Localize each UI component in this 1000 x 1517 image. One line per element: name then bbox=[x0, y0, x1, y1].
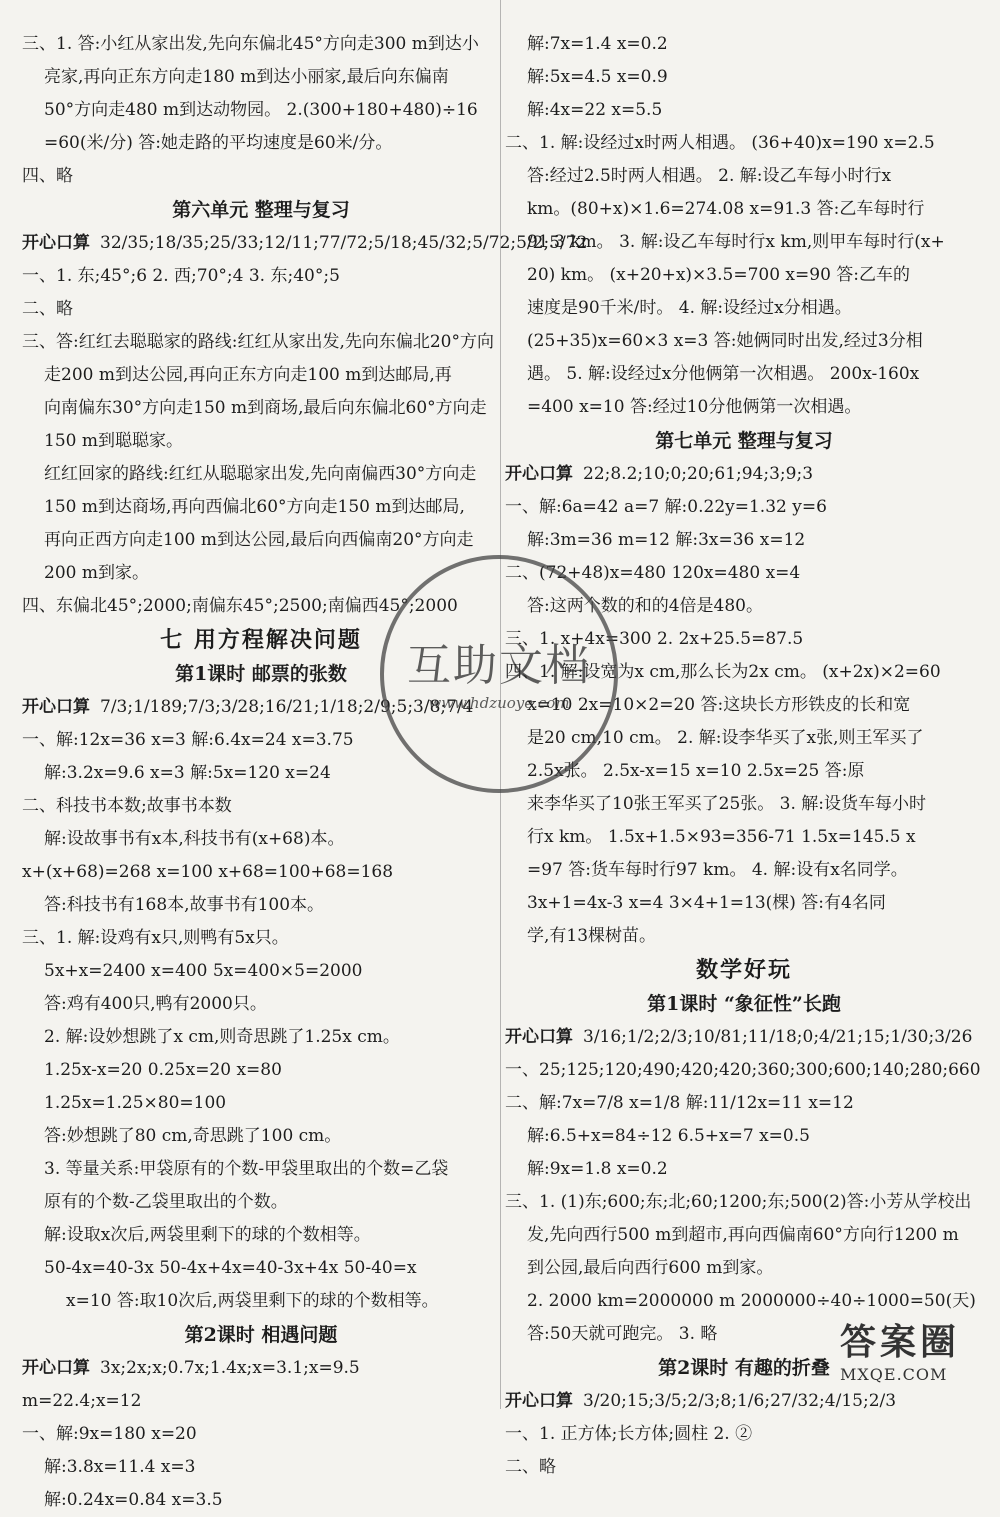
left-column-line bbox=[22, 28, 500, 61]
watermark-title: 互助文档 bbox=[407, 640, 591, 691]
left-column-line-text: 答:鸡有400只,鸭有2000只。 bbox=[44, 994, 267, 1014]
left-column-line-text: 一、解:9x=180 x=20 bbox=[22, 1424, 197, 1444]
right-column-line-text: 二、解:7x=7/8 x=1/8 解:11/12x=11 x=12 bbox=[505, 1093, 854, 1113]
left-column-line bbox=[22, 1219, 500, 1252]
right-column-line-text: 三、1. (1)东;600;东;北;60;1200;东;500(2)答:小芳从学校出 bbox=[505, 1192, 972, 1212]
left-column-line bbox=[22, 127, 500, 160]
left-column-line bbox=[22, 1451, 500, 1484]
right-column-line-text: 二、略 bbox=[505, 1457, 556, 1477]
left-column-line-text: 二、略 bbox=[22, 299, 73, 319]
left-column-line bbox=[22, 889, 500, 922]
left-column-line bbox=[22, 1021, 500, 1054]
right-column-line bbox=[505, 1418, 983, 1451]
right-column-line-text: 四、1. 解:设宽为x cm,那么长为2x cm。 (x+2x)×2=60 bbox=[505, 662, 941, 682]
right-column-line bbox=[505, 821, 983, 854]
right-column-line-text: 遇。 5. 解:设经过x分他俩第一次相遇。 200x-160x bbox=[527, 364, 920, 384]
left-column-line-text: 答:科技书有168本,故事书有100本。 bbox=[44, 895, 325, 915]
left-column-line-text: 四、东偏北45°;2000;南偏东45°;2500;南偏西45°;2000 bbox=[22, 596, 458, 616]
left-column-line-text: 解:3.8x=11.4 x=3 bbox=[44, 1457, 196, 1477]
left-column-line-text: 1.25x=1.25×80=100 bbox=[44, 1093, 227, 1113]
right-column-line-text: =400 x=10 答:经过10分他俩第一次相遇。 bbox=[527, 397, 862, 417]
right-column-line bbox=[505, 358, 983, 391]
right-column-line-text: 一、25;125;120;490;420;420;360;300;600;140;280;660 bbox=[505, 1060, 981, 1080]
right-column-line-text: 解:7x=1.4 x=0.2 bbox=[527, 34, 668, 54]
left-column-line-text: 三、答:红红去聪聪家的路线:红红从家出发,先向东偏北20°方向 bbox=[22, 332, 494, 352]
right-column-line-text: 3/20;15;3/5;2/3;8;1/6;27/32;4/15;2/3 bbox=[583, 1391, 897, 1411]
right-column-line-text: 第七单元 整理与复习 bbox=[655, 430, 833, 452]
right-column-line-text: 二、1. 解:设经过x时两人相遇。 (36+40)x=190 x=2.5 bbox=[505, 133, 935, 153]
right-column-line bbox=[505, 1252, 983, 1285]
right-column-line bbox=[505, 1120, 983, 1153]
left-column-line bbox=[22, 1120, 500, 1153]
right-column-line bbox=[505, 292, 983, 325]
right-column-line-text: 一、1. 正方体;长方体;圆柱 2. ② bbox=[505, 1424, 753, 1444]
right-column-line bbox=[505, 1219, 983, 1252]
right-column-line bbox=[505, 854, 983, 887]
left-column-line-text: 3x;2x;x;0.7x;1.4x;x=3.1;x=9.5 bbox=[100, 1358, 360, 1378]
left-column-line bbox=[22, 1352, 500, 1385]
left-column-line bbox=[22, 524, 500, 557]
left-column-line bbox=[22, 1087, 500, 1120]
right-column-line-text: 到公园,最后向西行600 m到家。 bbox=[527, 1258, 774, 1278]
left-column-line-text: 解:0.24x=0.84 x=3.5 bbox=[44, 1490, 223, 1510]
right-column-line-text: 解:3m=36 m=12 解:3x=36 x=12 bbox=[527, 530, 806, 550]
right-column-line-text: 速度是90千米/时。 4. 解:设经过x分相遇。 bbox=[527, 298, 852, 318]
left-column-line bbox=[22, 227, 588, 260]
watermark-stamp bbox=[380, 555, 618, 793]
left-column-line bbox=[22, 160, 500, 193]
right-column-line bbox=[505, 1186, 983, 1219]
left-column-line bbox=[22, 425, 500, 458]
left-column-line-text: 走200 m到达公园,再向正东方向走100 m到达邮局,再 bbox=[44, 365, 452, 385]
left-column-line bbox=[22, 193, 500, 227]
left-column-line-text: 7/3;1/189;7/3;3/28;16/21;1/18;2/9;5;3/8;7/4 bbox=[100, 697, 474, 717]
left-column-line bbox=[22, 260, 500, 293]
left-column-line-text: 解:设故事书有x本,科技书有(x+68)本。 bbox=[44, 829, 345, 849]
right-column-line-text: 20) km。 (x+20+x)×3.5=700 x=90 答:乙车的 bbox=[527, 265, 911, 285]
left-column-line-text: 5x+x=2400 x=400 5x=400×5=2000 bbox=[44, 961, 363, 981]
left-column-line bbox=[22, 1153, 500, 1186]
left-column-line bbox=[22, 1054, 500, 1087]
left-column-line-text: 32/35;18/35;25/33;12/11;77/72;5/18;45/32;5/72;5/2;5/72 bbox=[100, 233, 588, 253]
left-column-line-text: 亮家,再向正东方向走180 m到达小丽家,最后向东偏南 bbox=[44, 67, 449, 87]
left-column-line-text: 答:妙想跳了80 cm,奇思跳了100 cm。 bbox=[44, 1126, 342, 1146]
right-column-line bbox=[505, 1087, 983, 1120]
left-column-line-text: 向南偏东30°方向走150 m到商场,最后向东偏北60°方向走 bbox=[44, 398, 487, 418]
right-column-line bbox=[505, 28, 983, 61]
left-column-line-text: m=22.4;x=12 bbox=[22, 1391, 142, 1411]
left-column-line bbox=[22, 293, 500, 326]
right-column-line-text: 第2课时 有趣的折叠 bbox=[658, 1357, 830, 1379]
right-column-line-text: 解:4x=22 x=5.5 bbox=[527, 100, 663, 120]
left-column-line-text: 七 用方程解决问题 bbox=[160, 627, 362, 653]
left-column-line bbox=[22, 491, 500, 524]
left-column-line-text: 50-4x=40-3x 50-4x+4x=40-3x+4x 50-40=x bbox=[44, 1258, 417, 1278]
left-column-line-text: 三、1. 答:小红从家出发,先向东偏北45°方向走300 m到达小 bbox=[22, 34, 479, 54]
mental-math-label: 开心口算 bbox=[505, 1391, 573, 1411]
right-column-line-text: 91.3 km。 3. 解:设乙车每时行x km,则甲车每时行(x+ bbox=[527, 232, 945, 252]
right-column-line bbox=[505, 1054, 983, 1087]
left-column-line bbox=[22, 1186, 500, 1219]
left-column-line-text: 第六单元 整理与复习 bbox=[172, 199, 350, 221]
left-column-line bbox=[22, 61, 500, 94]
right-column-line-text: 答:50天就可跑完。 3. 略 bbox=[527, 1324, 718, 1344]
right-column-line-text: 解:5x=4.5 x=0.9 bbox=[527, 67, 668, 87]
right-column-line bbox=[505, 491, 983, 524]
left-column-line-text: 第2课时 相遇问题 bbox=[184, 1324, 338, 1346]
right-column-line-text: 行x km。 1.5x+1.5×93=356-71 1.5x=145.5 x bbox=[527, 827, 916, 847]
right-column-line bbox=[505, 424, 983, 458]
left-column-line-text: 第1课时 邮票的张数 bbox=[175, 663, 347, 685]
right-column-line bbox=[505, 1451, 983, 1484]
right-column-line-text: 一、解:6a=42 a=7 解:0.22y=1.32 y=6 bbox=[505, 497, 827, 517]
watermark-url: www.hdzuoye.com bbox=[428, 694, 570, 712]
left-column-line bbox=[22, 1418, 500, 1451]
right-column-line bbox=[505, 94, 983, 127]
left-column-line-text: 50°方向走480 m到达动物园。 2.(300+180+480)÷16 bbox=[44, 100, 478, 120]
right-column-line bbox=[505, 524, 983, 557]
right-column-line-text: x=10 2x=10×2=20 答:这块长方形铁皮的长和宽 bbox=[527, 695, 911, 715]
right-column-line-text: 3x+1=4x-3 x=4 3×4+1=13(棵) 答:有4名同 bbox=[527, 893, 886, 913]
right-column-line-text: km。(80+x)×1.6=274.08 x=91.3 答:乙车每时行 bbox=[527, 199, 925, 219]
right-column-line bbox=[505, 325, 983, 358]
mental-math-label: 开心口算 bbox=[505, 464, 573, 484]
right-column-line bbox=[505, 193, 983, 226]
left-column-line-text: 3. 等量关系:甲袋原有的个数-甲袋里取出的个数=乙袋 bbox=[44, 1159, 449, 1179]
right-column-line bbox=[505, 61, 983, 94]
right-column-line-text: 是20 cm,10 cm。 2. 解:设李华买了x张,则王军买了 bbox=[527, 728, 924, 748]
right-column-line-text: 发,先向西行500 m到超市,再向西偏南60°方向行1200 m bbox=[527, 1225, 959, 1245]
left-column-line-text: 150 m到达商场,再向西偏北60°方向走150 m到达邮局, bbox=[44, 497, 465, 517]
left-column-line-text: 四、略 bbox=[22, 166, 73, 186]
left-column-line-text: =60(米/分) 答:她走路的平均速度是60米/分。 bbox=[44, 133, 393, 153]
right-column-line-text: 二、(72+48)x=480 120x=480 x=4 bbox=[505, 563, 801, 583]
left-column-line bbox=[22, 458, 500, 491]
right-column-line bbox=[505, 920, 983, 953]
right-column-line-text: =97 答:货车每时行97 km。 4. 解:设有x名同学。 bbox=[527, 860, 908, 880]
left-column-line bbox=[22, 94, 500, 127]
right-column-line bbox=[505, 127, 983, 160]
mental-math-label: 开心口算 bbox=[22, 1358, 90, 1378]
left-column-line-text: 再向正西方向走100 m到达公园,最后向西偏南20°方向走 bbox=[44, 530, 474, 550]
mental-math-label: 开心口算 bbox=[22, 233, 90, 253]
left-column-line bbox=[22, 1318, 500, 1352]
left-column-line-text: 200 m到家。 bbox=[44, 563, 149, 583]
left-column bbox=[22, 28, 588, 1517]
right-column-line bbox=[505, 987, 983, 1021]
right-column-line-text: 学,有13棵树苗。 bbox=[527, 926, 657, 946]
right-column-line bbox=[505, 458, 983, 491]
right-column-line-text: 答:经过2.5时两人相遇。 2. 解:设乙车每小时行x bbox=[527, 166, 892, 186]
left-column-line bbox=[22, 988, 500, 1021]
right-column-line-text: 来李华买了10张王军买了25张。 3. 解:设货车每小时 bbox=[527, 794, 927, 814]
left-column-line bbox=[22, 955, 500, 988]
right-column-line bbox=[505, 1021, 983, 1054]
right-column-line bbox=[505, 226, 983, 259]
mental-math-label: 开心口算 bbox=[505, 1027, 573, 1047]
left-column-line bbox=[22, 856, 500, 889]
left-column-line bbox=[22, 823, 500, 856]
left-column-line bbox=[22, 1385, 500, 1418]
corner-logo-url: MXQE.COM bbox=[840, 1365, 948, 1384]
right-column-line-text: 答:这两个数的和的4倍是480。 bbox=[527, 596, 763, 616]
mental-math-label: 开心口算 bbox=[22, 697, 90, 717]
right-column-line bbox=[505, 953, 983, 987]
right-column-line bbox=[505, 788, 983, 821]
left-column-line bbox=[22, 326, 500, 359]
left-column-line-text: 解:设取x次后,两袋里剩下的球的个数相等。 bbox=[44, 1225, 371, 1245]
right-column-line bbox=[505, 391, 983, 424]
left-column-line bbox=[22, 790, 500, 823]
right-column-line-text: (25+35)x=60×3 x=3 答:她俩同时出发,经过3分相 bbox=[527, 331, 923, 351]
left-column-line-text: 二、科技书本数;故事书本数 bbox=[22, 796, 232, 816]
right-column-line bbox=[505, 160, 983, 193]
right-column-line-text: 解:9x=1.8 x=0.2 bbox=[527, 1159, 668, 1179]
right-column-line-text: 2.5x张。 2.5x-x=15 x=10 2.5x=25 答:原 bbox=[527, 761, 865, 781]
left-column-line bbox=[22, 1252, 500, 1285]
right-column-line bbox=[505, 1153, 983, 1186]
right-column-line bbox=[505, 887, 983, 920]
left-column-line-text: 150 m到聪聪家。 bbox=[44, 431, 183, 451]
left-column-line bbox=[22, 392, 500, 425]
left-column-line-text: 一、解:12x=36 x=3 解:6.4x=24 x=3.75 bbox=[22, 730, 354, 750]
left-column-line-text: 三、1. 解:设鸡有x只,则鸭有5x只。 bbox=[22, 928, 289, 948]
left-column-line bbox=[22, 1484, 500, 1517]
left-column-line-text: 1.25x-x=20 0.25x=20 x=80 bbox=[44, 1060, 282, 1080]
right-column-line-text: 解:6.5+x=84÷12 6.5+x=7 x=0.5 bbox=[527, 1126, 810, 1146]
left-column-line-text: 原有的个数-乙袋里取出的个数。 bbox=[44, 1192, 288, 1212]
left-column-line bbox=[22, 1285, 500, 1318]
left-column-line-text: 2. 解:设妙想跳了x cm,则奇思跳了1.25x cm。 bbox=[44, 1027, 400, 1047]
left-column-line bbox=[22, 359, 500, 392]
corner-logo-text: 答案圈 bbox=[840, 1322, 961, 1363]
right-column-line-text: 3/16;1/2;2/3;10/81;11/18;0;4/21;15;1/30;3/26 bbox=[583, 1027, 973, 1047]
right-column-line-text: 第1课时 “象征性”长跑 bbox=[647, 993, 841, 1015]
left-column-line-text: 一、1. 东;45°;6 2. 西;70°;4 3. 东;40°;5 bbox=[22, 266, 340, 286]
left-column-line bbox=[22, 922, 500, 955]
left-column-line-text: x+(x+68)=268 x=100 x+68=100+68=168 bbox=[22, 862, 394, 882]
right-column-line-text: 2. 2000 km=2000000 m 2000000÷40÷1000=50(天) bbox=[527, 1291, 976, 1311]
right-column-line bbox=[505, 259, 983, 292]
right-column-line-text: 22;8.2;10;0;20;61;94;3;9;3 bbox=[583, 464, 814, 484]
right-column-line-text: 数学好玩 bbox=[695, 957, 792, 983]
corner-logo bbox=[840, 1314, 990, 1399]
left-column-line-text: 解:3.2x=9.6 x=3 解:5x=120 x=24 bbox=[44, 763, 331, 783]
left-column-line-text: x=10 答:取10次后,两袋里剩下的球的个数相等。 bbox=[66, 1291, 439, 1311]
right-column-line-text: 三、1. x+4x=300 2. 2x+25.5=87.5 bbox=[505, 629, 804, 649]
left-column-line-text: 红红回家的路线:红红从聪聪家出发,先向南偏西30°方向走 bbox=[44, 464, 477, 484]
